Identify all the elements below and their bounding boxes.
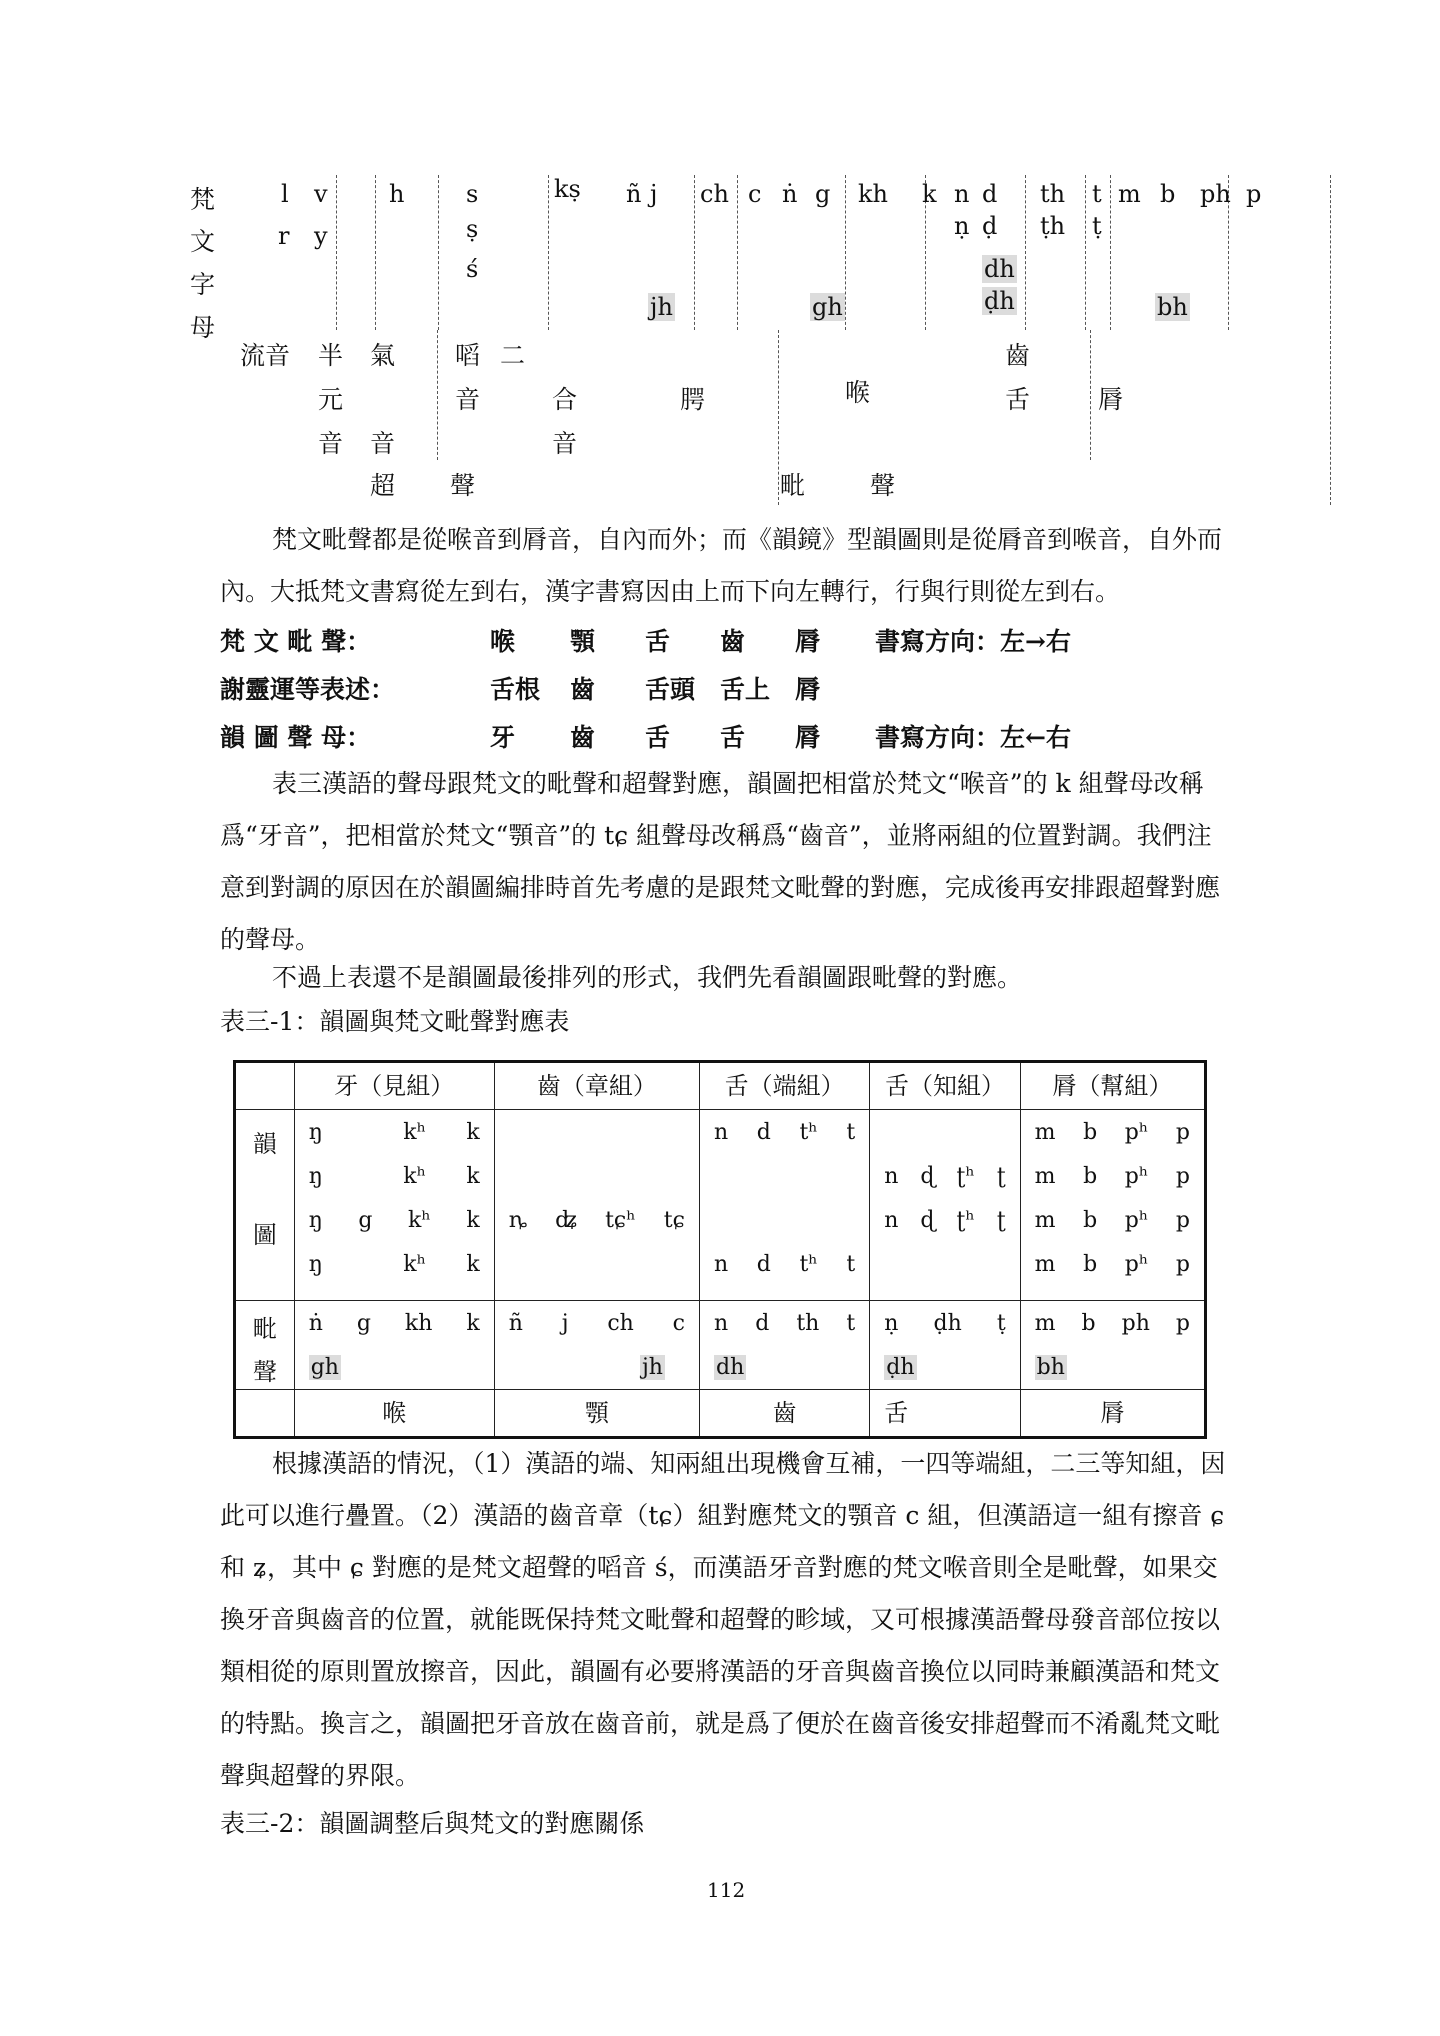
letter: m xyxy=(1118,180,1141,208)
row-cell: 舌 xyxy=(645,627,671,656)
paragraph: 不過上表還不是韻圖最後排列的形式，我們先看韻圖跟毗聲的對應。 xyxy=(272,963,1023,992)
row-cell: 顎 xyxy=(570,627,596,656)
row-label: 謝靈運等表述： xyxy=(220,675,396,704)
row-cell: 舌頭 xyxy=(645,675,696,704)
row-cell: 脣 xyxy=(795,723,821,752)
separator xyxy=(1110,175,1111,330)
row-cell: 喉 xyxy=(490,627,516,656)
aspirate-letter: dh xyxy=(984,255,1015,283)
bang-pisheng: m b ph p bh xyxy=(1020,1301,1205,1390)
aspirate-letter: jh xyxy=(650,293,673,321)
header-cell: 脣（幫組） xyxy=(1020,1062,1205,1110)
footer-cell: 脣 xyxy=(1020,1390,1205,1438)
writing-direction: 書寫方向：左→右 xyxy=(875,627,1071,656)
category-label: 音 xyxy=(455,385,481,414)
row-cell: 齒 xyxy=(720,627,746,656)
header-cell: 舌（端組） xyxy=(699,1062,869,1110)
letter: r xyxy=(278,222,290,250)
row-cell: 齒 xyxy=(570,675,596,704)
letter: l xyxy=(281,180,289,208)
separator xyxy=(375,175,376,330)
zhi-cells: n ɖ ʈʰ ʈ n ɖ ʈʰ ʈ xyxy=(870,1110,1020,1301)
separator xyxy=(1025,175,1026,330)
bang-cells: m b pʰ p m b pʰ p m b pʰ p m b pʰ p xyxy=(1020,1110,1205,1301)
row-cell: 齒 xyxy=(570,723,596,752)
writing-direction: 書寫方向：左←右 xyxy=(875,723,1071,752)
header-cell: 牙（見組） xyxy=(294,1062,494,1110)
row-cell: 舌根 xyxy=(490,675,541,704)
letter: ṇ xyxy=(954,212,970,240)
category-label: 音 xyxy=(370,429,396,458)
chi-cells: ȵ ʥ tɕʰ tɕ xyxy=(494,1110,699,1301)
title-char: 文 xyxy=(190,227,216,256)
letter: ch xyxy=(700,180,729,208)
table-caption: 表三-1：韻圖與梵文毗聲對應表 xyxy=(220,1007,570,1036)
letter: p xyxy=(1246,180,1262,208)
separator xyxy=(437,330,438,460)
letter: h xyxy=(389,180,405,208)
letter: kṣ xyxy=(554,175,581,203)
category-label: 毗 xyxy=(780,471,806,500)
category-label: 聲 xyxy=(870,471,896,500)
chi-pisheng: ñ j ch c jh xyxy=(494,1301,699,1390)
category-label: 流音 xyxy=(240,341,291,370)
letter: s xyxy=(466,180,479,208)
category-label: 音 xyxy=(552,429,578,458)
letter: n xyxy=(954,180,970,208)
category-label: 腭 xyxy=(680,385,706,414)
letter: k xyxy=(922,180,937,208)
letter: ṣ xyxy=(466,215,479,243)
row-cell: 舌 xyxy=(645,723,671,752)
letter: y xyxy=(314,222,328,250)
zhi-pisheng: ṇ ḍh ṭ ḍh xyxy=(870,1301,1020,1390)
title-char: 母 xyxy=(190,313,216,342)
category-label: 齒 xyxy=(1005,341,1031,370)
separator xyxy=(548,175,549,330)
ya-cells: ŋ kʰ k ŋ kʰ k ŋ g kʰ k ŋ kʰ k xyxy=(294,1110,494,1301)
row-label: 梵 文 毗 聲： xyxy=(220,627,372,656)
letter: d xyxy=(982,180,998,208)
letter: c xyxy=(748,180,762,208)
aspirate-letter: bh xyxy=(1157,293,1188,321)
letter: ph xyxy=(1200,180,1231,208)
side-label: 毗 聲 xyxy=(235,1301,295,1390)
separator xyxy=(778,330,779,505)
corner-cell xyxy=(235,1390,295,1438)
paragraph: 表三漢語的聲母跟梵文的毗聲和超聲對應，韻圖把相當於梵文“喉音”的 k 組聲母改稱爲“牙音”，把相當於梵文“顎音”的 tɕ 組聲母改稱爲“齒音”，並將兩組的位置對調。我們注意到對調的原因在於韻圖編排時首先考慮的是跟梵文毗聲的對應，完成後再安排跟超聲對應的聲母。 xyxy=(220,769,1221,954)
separator xyxy=(737,175,738,330)
header-cell: 舌（知組） xyxy=(870,1062,1020,1110)
aspirate-letter: ḍh xyxy=(984,287,1015,315)
letter: ś xyxy=(466,255,479,283)
letter: ṭ xyxy=(1092,212,1102,240)
category-label: 二 xyxy=(500,341,526,370)
letter: ṅ xyxy=(782,180,798,208)
duan-cells: n d tʰ t n d tʰ t xyxy=(699,1110,869,1301)
category-label: 元 xyxy=(318,385,344,414)
separator xyxy=(845,175,846,330)
category-label: 㗖 xyxy=(455,341,481,370)
separator xyxy=(694,175,695,330)
letter: th xyxy=(1040,180,1066,208)
duan-pisheng: n d th t dh xyxy=(699,1301,869,1390)
category-label: 聲 xyxy=(450,471,476,500)
paragraph: 根據漢語的情況，（1）漢語的端、知兩組出現機會互補，一四等端組，二三等知組，因此可以進行疊置。（2）漢語的齒音章（tɕ）組對應梵文的顎音 c 組，但漢語這一組有擦音 ɕ 和 ʑ，其中 ɕ 對應的是梵文超聲的㗖音 ś，而漢語牙音對應的梵文喉音則全是毗聲，如果交換牙音與齒音的位置，就能既保持梵文毗聲和超聲的畛域，又可根據漢語聲母發音部位按以類相從的原則置放擦音，因此，韻圖有必要將漢語的牙音與齒音換位以同時兼顧漢語和梵文的特點。換言之，韻圖把牙音放在齒音前，就是爲了便於在齒音後安排超聲而不淆亂梵文毗聲與超聲的界限。 xyxy=(220,1449,1226,1790)
category-label: 超 xyxy=(370,471,396,500)
paragraph: 梵文毗聲都是從喉音到脣音，自內而外；而《韻鏡》型韻圖則是從脣音到喉音，自外而內。大抵梵文書寫從左到右，漢字書寫因由上而下向左轉行，行與行則從左到右。 xyxy=(220,525,1223,606)
aspirate-letter: gh xyxy=(812,293,843,321)
category-label: 脣 xyxy=(1098,385,1124,414)
category-label: 舌 xyxy=(1005,385,1031,414)
footer-cell: 齒 xyxy=(699,1390,869,1438)
letter: b xyxy=(1160,180,1176,208)
title-char: 梵 xyxy=(190,185,216,214)
row-cell: 舌上 xyxy=(720,675,771,704)
category-label: 合 xyxy=(552,385,578,414)
correspondence-table xyxy=(233,1060,1207,1439)
category-label: 半 xyxy=(318,341,344,370)
footer-cell: 顎 xyxy=(494,1390,699,1438)
separator xyxy=(1330,175,1331,505)
letter: ḍ xyxy=(982,212,998,240)
table-caption: 表三-2：韻圖調整后與梵文的對應關係 xyxy=(220,1809,645,1838)
footer-cell: 喉 xyxy=(294,1390,494,1438)
category-label: 氣 xyxy=(370,341,396,370)
side-label: 韻 圖 xyxy=(235,1110,295,1301)
letter: g xyxy=(815,180,831,208)
letter: v xyxy=(314,180,328,208)
letter: ñ xyxy=(626,180,642,208)
title-char: 字 xyxy=(190,270,216,299)
row-cell: 脣 xyxy=(795,675,821,704)
row-cell: 舌 xyxy=(720,723,746,752)
letter: t xyxy=(1092,180,1102,208)
ya-pisheng: ṅ g kh k gh xyxy=(294,1301,494,1390)
separator xyxy=(1090,330,1091,460)
row-cell: 脣 xyxy=(795,627,821,656)
row-label: 韻 圖 聲 母： xyxy=(220,723,372,752)
category-label: 音 xyxy=(318,429,344,458)
category-label: 喉 xyxy=(845,378,871,407)
letter: ṭh xyxy=(1040,212,1066,240)
separator xyxy=(1085,175,1086,330)
corner-cell xyxy=(235,1062,295,1110)
page-number: 112 xyxy=(707,1878,746,1902)
footer-cell: 舌 xyxy=(870,1390,1020,1438)
separator xyxy=(438,175,439,330)
separator xyxy=(336,175,337,330)
letter: j xyxy=(650,180,658,208)
letter: kh xyxy=(858,180,888,208)
header-cell: 齒（章組） xyxy=(494,1062,699,1110)
row-cell: 牙 xyxy=(490,723,516,752)
